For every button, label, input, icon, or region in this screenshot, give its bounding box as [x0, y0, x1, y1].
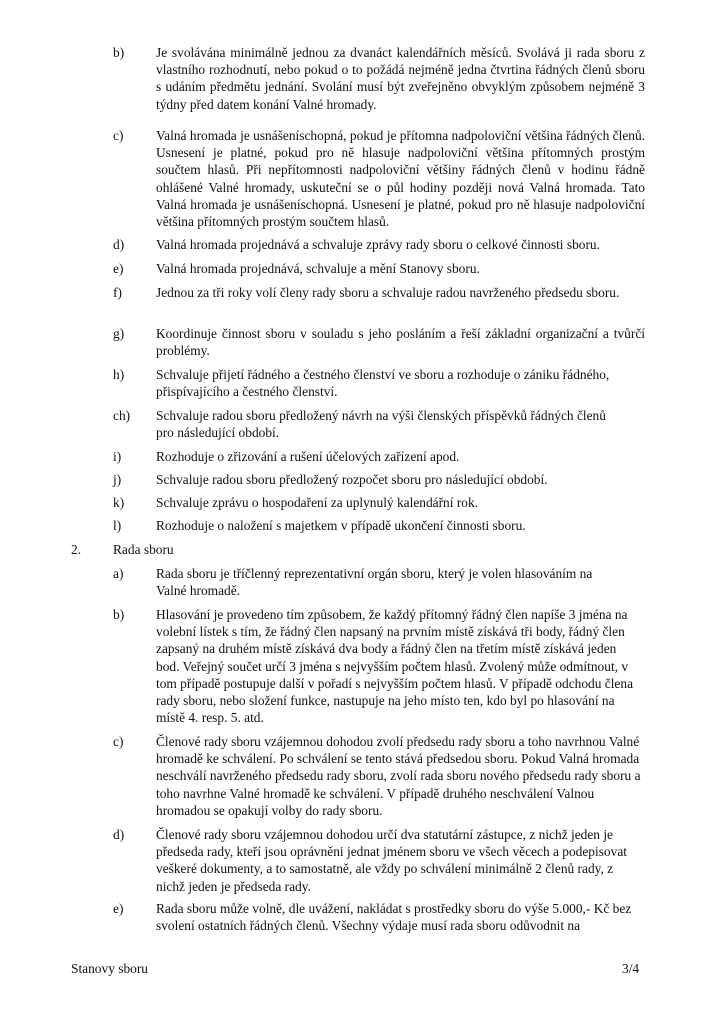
item-text: Koordinuje činnost sboru v souladu s jeho posláním a řeší základní organizační a tvůrčí problémy. [156, 326, 645, 359]
item-text: Rozhoduje o naložení s majetkem v případě ukončení činnosti sboru. [156, 518, 526, 533]
section-title: Rada sboru [113, 542, 174, 557]
item-text: Členové rady sboru vzájemnou dohodou zvolí předsedu rady sboru a toho navrhnou Valné hromadě ke schválení. Po schválení se tento stává předsedou sboru. Pokud Valná hromada neschválí navrženého předsedu rady sboru, zvolí rada sboru nového předsedu rady sboru a toho navrhne Valné hromadě ke schválení. V případě druhého neschválení Valnou hromadou se opakují volby do rady sboru. [156, 734, 641, 818]
item-text: Schvaluje zprávu o hospodaření za uplynulý kalendářní rok. [156, 495, 479, 510]
footer-document-title: Stanovy sboru [71, 961, 148, 976]
item-text: Valná hromada projednává a schvaluje zprávy rady sboru o celkové činnosti sboru. [156, 237, 600, 252]
item-text: Schvaluje radou sboru předložený rozpočet sboru pro následující období. [156, 472, 548, 487]
item-letter: k) [113, 495, 125, 510]
item-letter: i) [113, 449, 122, 464]
item-letter: ch) [113, 408, 131, 423]
item-text: Valná hromada je usnášeníschopná, pokud je přítomna nadpoloviční většina řádných členů. Usnesení je platné, pokud pro ně hlasuje nadpoloviční většina přítomných prostým součtem hlasů. Při nepřítomnosti nadpoloviční většiny řádných členů v hodinu řádně ohlášené Valné hromady, uskuteční se o půl hodiny později nová Valná hromada. Tato Valná hromada je usnášeníschopná. Usnesení je platné, pokud pro ně hlasuje nadpoloviční většina přítomných prostým součtem hlasů. [156, 128, 645, 230]
item-letter: d) [113, 237, 125, 252]
item-letter: j) [113, 472, 122, 487]
item-letter: f) [113, 285, 122, 300]
item-text: Rozhoduje o zřizování a rušení účelových zařízení apod. [156, 449, 460, 464]
item-letter: l) [113, 518, 122, 533]
item-letter: d) [113, 827, 125, 842]
item-letter: b) [113, 45, 125, 60]
item-text: Valná hromada projednává, schvaluje a mění Stanovy sboru. [156, 261, 480, 276]
item-letter: e) [113, 901, 124, 916]
item-letter: b) [113, 607, 125, 622]
item-text: Členové rady sboru vzájemnou dohodou určí dva statutární zástupce, z nichž jeden je předseda rady, kteří jsou oprávněni jednat jménem sboru ve všech věcech a podepisovat veškeré dokumenty, a to samostatně, ale vždy po schválení minimálně 2 členů rady, z nichž jeden je předseda rady. [156, 827, 627, 894]
item-letter: c) [113, 734, 124, 749]
item-text: Schvaluje radou sboru předložený návrh na výši členských příspěvků řádných členů pro následující období. [156, 408, 606, 441]
item-text: Je svolávána minimálně jednou za dvanáct kalendářních měsíců. Svolává ji rada sboru z vlastního rozhodnutí, nebo pokud o to požádá nejméně jedna čtvrtina řádných členů sboru s udáním předmětu jednání. Svolání musí být zveřejněno obvyklým způsobem nejméně 3 týdny před datem konání Valné hromady. [156, 45, 645, 112]
item-letter: e) [113, 261, 124, 276]
item-letter: h) [113, 367, 125, 382]
item-letter: c) [113, 128, 124, 143]
footer-page-number: 3/4 [622, 961, 640, 976]
item-letter: g) [113, 326, 125, 341]
item-text: Schvaluje přijetí řádného a čestného členství ve sboru a rozhoduje o zániku řádného, přispívajícího a čestného členství. [156, 367, 610, 400]
item-text: Jednou za tři roky volí členy rady sboru a schvaluje radou navrženého předsedu sboru. [156, 285, 620, 300]
item-text: Rada sboru je tříčlenný reprezentativní orgán sboru, který je volen hlasováním na Valné hromadě. [156, 566, 593, 599]
section-number: 2. [71, 542, 82, 557]
item-text: Rada sboru může volně, dle uvážení, nakládat s prostředky sboru do výše 5.000,- Kč bez svolení ostatních řádných členů. Všechny výdaje musí rada sboru odůvodnit na [156, 901, 632, 934]
item-letter: a) [113, 566, 124, 581]
item-text: Hlasování je provedeno tím způsobem, že každý přítomný řádný člen napíše 3 jména na volební lístek s tím, že řádný člen napsaný na prvním místě získává tři body, řádný člen zapsaný na druhém místě získává dva body a řádný člen na třetím místě získává jeden bod. Veřejný součet určí 3 jména s nejvyšším počtem hlasů. Zvolený může odmítnout, v tom případě postupuje další v pořadí s nejvyšším počtem hlasů. V případě odchodu člena rady sboru, nebo složení funkce, nastupuje na jeho místo ten, kdo byl po hlasování na místě 4. resp. 5. atd. [156, 607, 634, 726]
